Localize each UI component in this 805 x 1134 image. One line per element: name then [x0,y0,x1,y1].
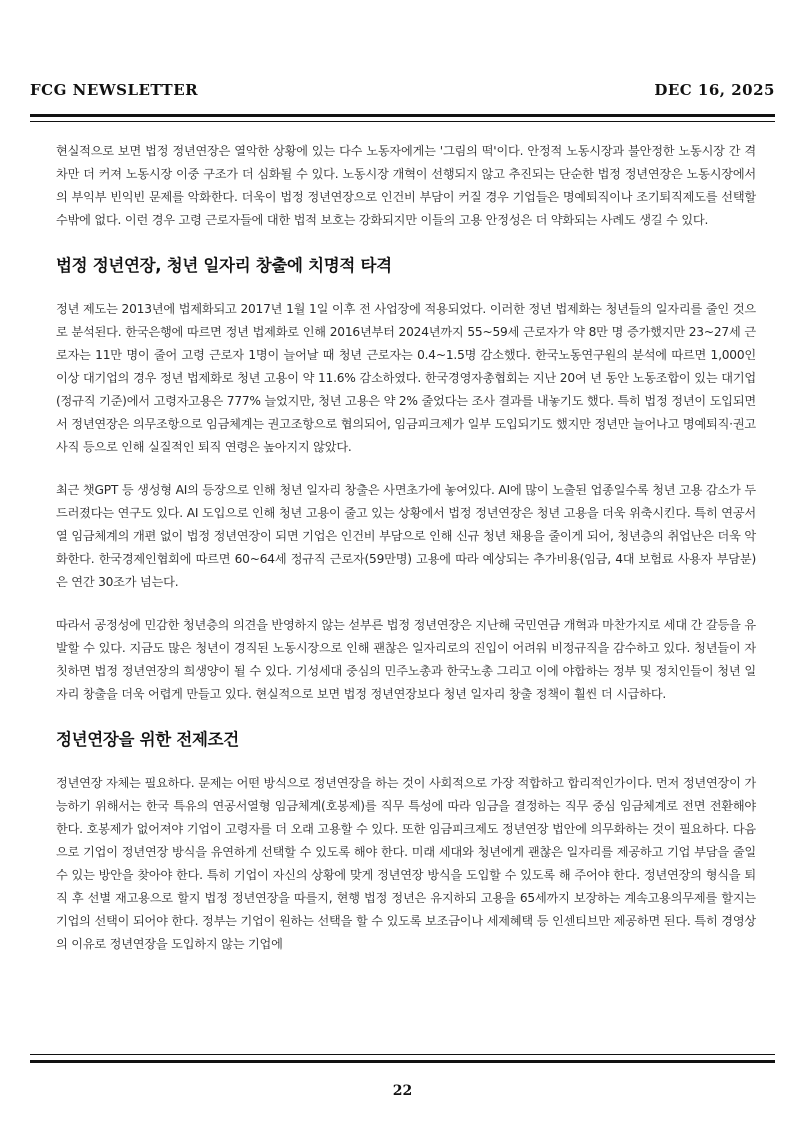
paragraph-intro: 현실적으로 보면 법정 정년연장은 열악한 상황에 있는 다수 노동자에게는 '그림의 떡'이다. 안정적 노동시장과 불안정한 노동시장 간 격차만 더 커져 노동시장 이중 구조가 더 심화될 수 있다. 노동시장 개혁이 선행되지 않고 추진되는 단순한 법정 정년연장은 노동시장에서의 부익부 빈익빈 문제를 악화한다. 더욱이 법정 정년연장으로 인건비 부담이 커질 경우 기업들은 명예퇴직이나 조기퇴직제도를 선택할 수밖에 없다. 이런 경우 고령 근로자들에 대한 법적 보호는 강화되지만 이들의 고용 안정성은 더 약화되는 사례도 생길 수 있다. [56,144,756,227]
header-divider-thick [30,114,775,117]
section-heading-preconditions: 정년연장을 위한 전제조건 [56,730,239,749]
paragraph-preconditions: 정년연장 자체는 필요하다. 문제는 어떤 방식으로 정년연장을 하는 것이 사회적으로 가장 적합하고 합리적인가이다. 먼저 정년연장이 가능하기 위해서는 한국 특유의 연공서열형 임금체계(호봉제)를 직무 특성에 따라 임금을 결정하는 직무 중심 임금체계로 전면 전환해야 한다. 호봉제가 없어져야 기업이 고령자를 더 오래 고용할 수 있다. 또한 임금피크제도 정년연장 법안에 의무화하는 것이 필요하다. 다음으로 기업이 정년연장 방식을 유연하게 선택할 수 있도록 해야 한다. 미래 세대와 청년에게 괜찮은 일자리를 제공하고 기업 부담을 줄일 수 있는 방안을 찾아야 한다. 특히 기업이 자신의 상황에 맞게 정년연장 방식을 도입할 수 있도록 해 주어야 한다. 정년연장의 형식을 퇴직 후 선별 재고용으로 할지 법정 정년연장을 따를지, 현행 법정 정년은 유지하되 고용을 65세까지 보장하는 계속고용의무제를 할지는 기업의 선택이 되어야 한다. 정부는 기업이 원하는 선택을 할 수 있도록 보조금이나 세제혜택 등 인센티브만 제공하면 된다. 특히 경영상의 이유로 정년연장을 도입하지 않는 기업에 [56,776,756,951]
section-heading-impact: 법정 정년연장, 청년 일자리 창출에 치명적 타격 [56,256,392,275]
footer-divider-thick [30,1060,775,1063]
issue-date: DEC 16, 2025 [654,81,775,99]
article-body [56,140,756,976]
paragraph-ai: 최근 챗GPT 등 생성형 AI의 등장으로 인해 청년 일자리 창출은 사면초가에 놓여있다. AI에 많이 노출된 업종일수록 청년 고용 감소가 두드러졌다는 연구도 있다. AI 도입으로 인해 청년 고용이 줄고 있는 상황에서 법정 정년연장은 청년 고용을 더욱 위축시킨다. 특히 연공서열 임금체계의 개편 없이 법정 정년연장이 되면 기업은 인건비 부담으로 인해 신규 청년 채용을 줄이게 되어, 청년층의 취업난은 더욱 악화한다. 한국경제인협회에 따르면 60~64세 정규직 근로자(59만명) 고용에 따라 예상되는 추가비용(임금, 4대 보험료 사용자 부담분)은 연간 30조가 넘는다. [56,483,756,589]
footer-divider-thin [30,1054,775,1055]
paragraph-fairness: 따라서 공정성에 민감한 청년층의 의견을 반영하지 않는 섣부른 법정 정년연장은 지난해 국민연금 개혁과 마찬가지로 세대 간 갈등을 유발할 수 있다. 지금도 많은 청년이 경직된 노동시장으로 인해 괜찮은 일자리로의 진입이 어려워 비정규직을 감수하고 있다. 청년들이 자칫하면 법정 정년연장의 희생양이 될 수 있다. 기성세대 중심의 민주노총과 한국노총 그리고 이에 야합하는 정부 및 정치인들이 청년 일자리 창출을 더욱 어렵게 만들고 있다. 현실적으로 보면 법정 정년연장보다 청년 일자리 창출 정책이 훨씬 더 시급하다. [56,618,756,701]
page-number: 22 [392,1083,413,1099]
header-divider-thin [30,121,775,122]
paragraph-statistics: 정년 제도는 2013년에 법제화되고 2017년 1월 1일 이후 전 사업장에 적용되었다. 이러한 정년 법제화는 청년들의 일자리를 줄인 것으로 분석된다. 한국은행에 따르면 정년 법제화로 인해 2016년부터 2024년까지 55~59세 근로자가 약 8만 명 증가했지만 23~27세 근로자는 11만 명이 줄어 고령 근로자 1명이 늘어날 때 청년 근로자는 0.4~1.5명 감소했다. 한국노동연구원의 분석에 따르면 1,000인 이상 대기업의 경우 정년 법제화로 청년 고용이 약 11.6% 감소하였다. 한국경영자총협회는 지난 20여 년 동안 노동조합이 있는 대기업(정규직 기준)에서 고령자고용은 777% 늘었지만, 청년 고용은 약 2% 줄었다는 조사 결과를 내놓기도 했다. 특히 법정 정년이 도입되면서 정년연장은 의무조항으로 임금체계는 권고조항으로 협의되어, 임금피크제가 일부 도입되기도 했지만 정년만 늘어나고 명예퇴직·권고사직 등으로 인해 실질적인 퇴직 연령은 높아지지 않았다. [56,302,756,454]
newsletter-header [30,80,775,100]
newsletter-title: FCG NEWSLETTER [30,81,199,99]
